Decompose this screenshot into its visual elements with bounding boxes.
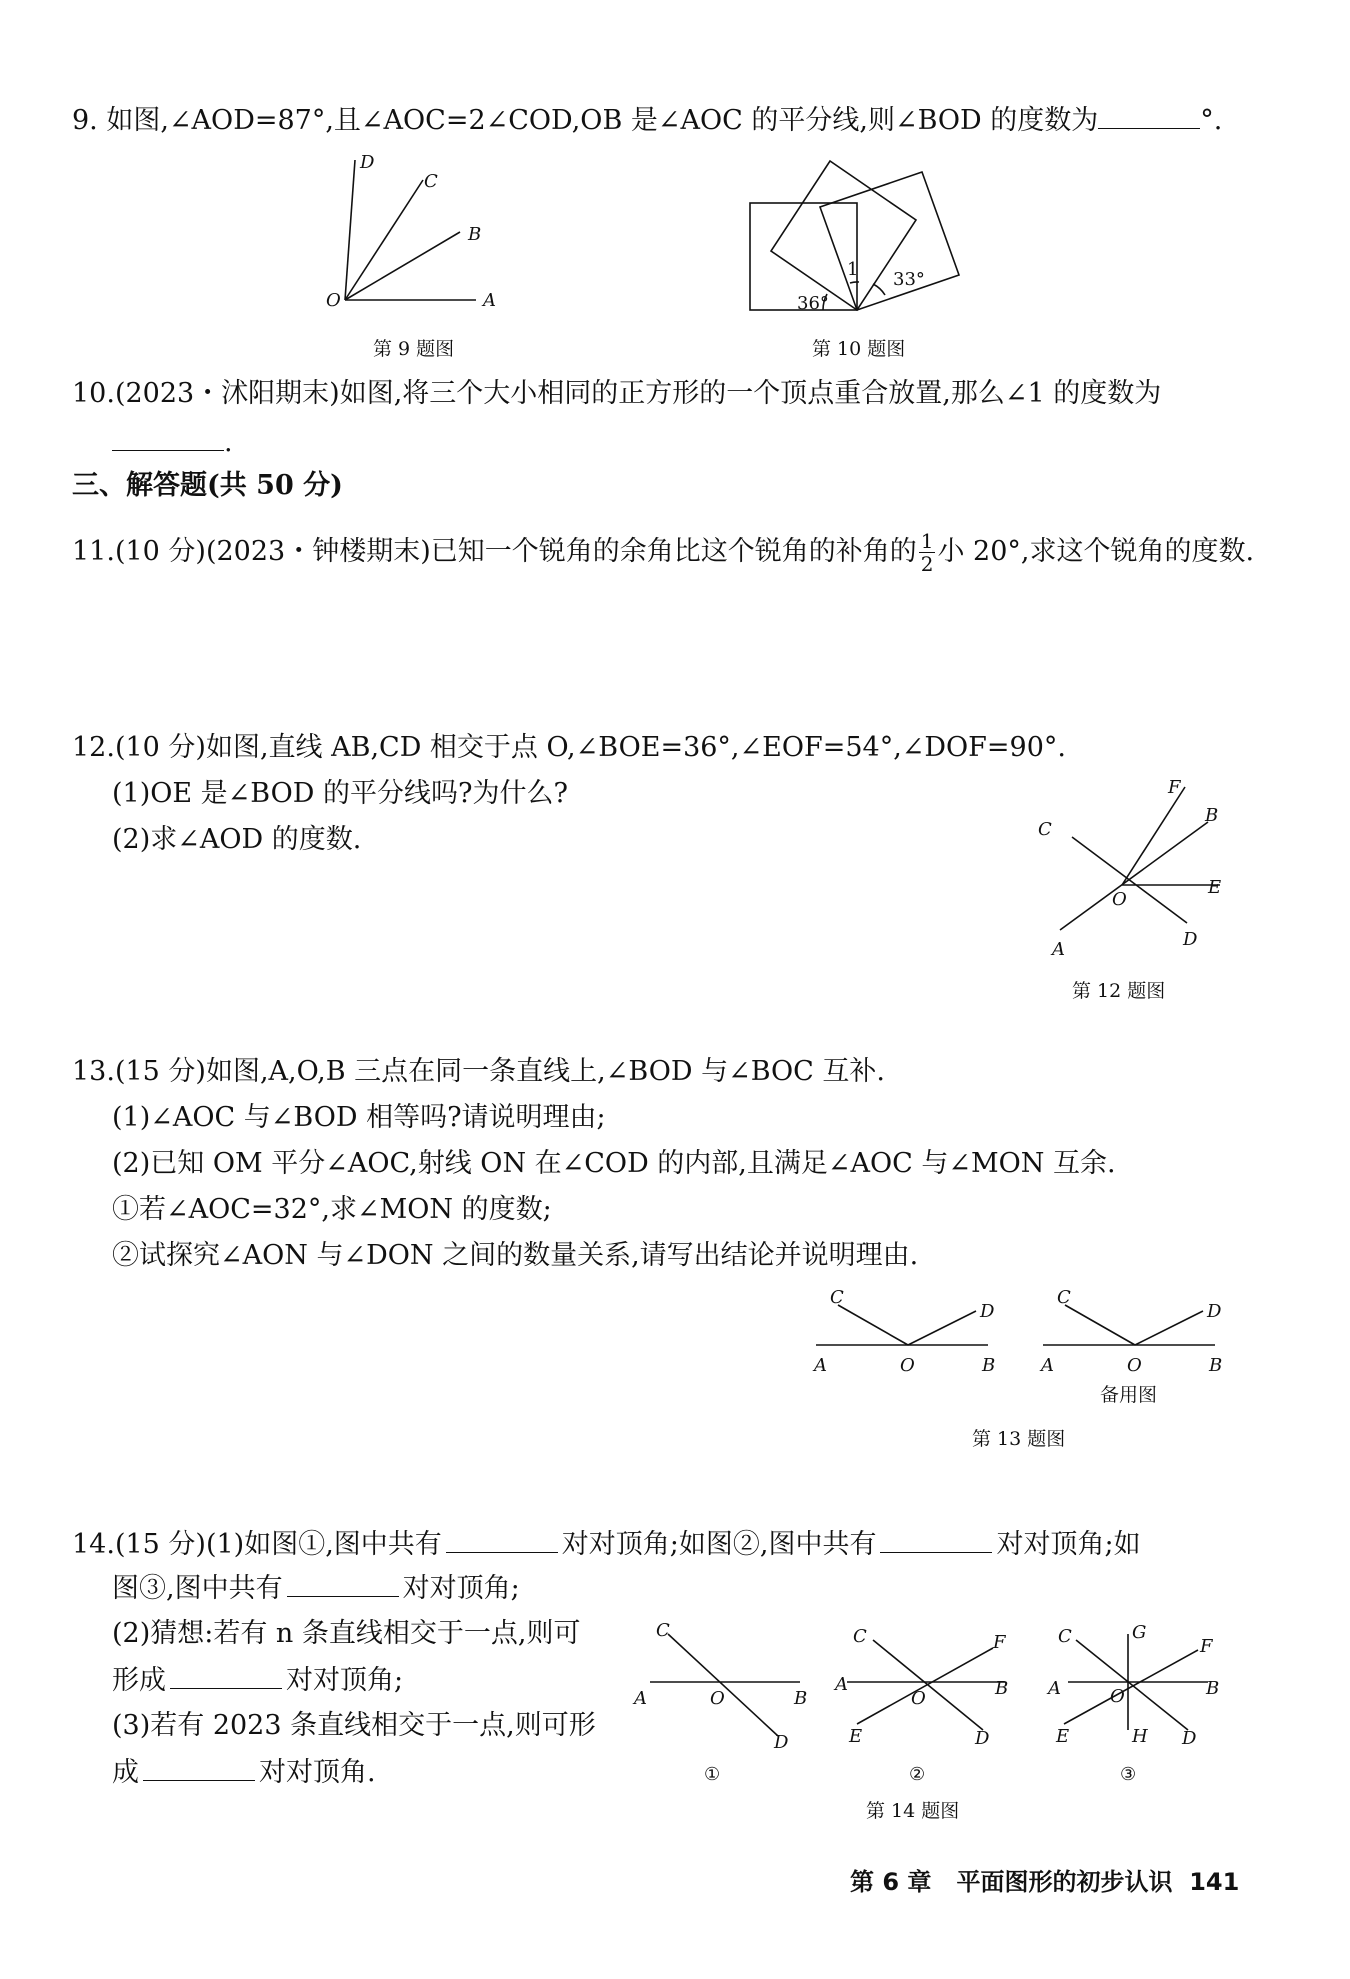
q12-text: 12.(10 分)如图,直线 AB,CD 相交于点 O,∠BOE=36°,∠EOF=54°,∠DOF=90°.: [72, 732, 1066, 763]
footer-title: 平面图形的初步认识: [956, 1868, 1173, 1896]
q14-line2: 图③,图中共有 对对顶角;: [112, 1570, 520, 1607]
q13-sub1: ①若∠AOC=32°,求∠MON 的度数;: [112, 1194, 552, 1225]
q14-caption: 第 14 题图: [866, 1800, 960, 1822]
q14-fig1-label-o: O: [710, 1688, 725, 1709]
q14-fig3-label-b: B: [1206, 1678, 1220, 1699]
q10-figure: [745, 155, 975, 315]
q14-fig3-label-c: C: [1058, 1626, 1072, 1647]
q14-fig3-label-o: O: [1110, 1686, 1125, 1707]
q14-fig1-label-a: A: [634, 1688, 647, 1709]
q10-angle-36: 36°: [797, 293, 829, 314]
q14-part2a: (2)猜想:若有 n 条直线相交于一点,则可: [112, 1618, 581, 1649]
q13-label-d: D: [980, 1301, 995, 1322]
q13-text: 13.(15 分)如图,A,O,B 三点在同一条直线上,∠BOD 与∠BOC 互补.: [72, 1056, 886, 1087]
q14-fig2-label-d: D: [975, 1728, 990, 1749]
q14-fig2-label-e: E: [849, 1726, 863, 1747]
q11-text: 11.(10 分)(2023・钟楼期末)已知一个锐角的余角比这个锐角的补角的 $\frac{1}{2}$ 小 20°,求这个锐角的度数.: [72, 529, 1255, 576]
q13-caption: 第 13 题图: [972, 1428, 1066, 1450]
q14-fig1-label-b: B: [794, 1688, 808, 1709]
q9-text: 9. 如图,∠AOD=87°,且∠AOC=2∠COD,OB 是∠AOC 的平分线,则∠BOD 的度数为 °.: [72, 102, 1222, 139]
q14-fig2-label-f: F: [993, 1632, 1006, 1653]
q14-blank-2023-lines[interactable]: [143, 1754, 255, 1781]
footer-chapter: 第 6 章: [850, 1868, 932, 1896]
footer-page-number: 141: [1189, 1868, 1240, 1896]
section-heading: 三、解答题(共 50 分): [72, 470, 343, 501]
q14-fig3-number: ③: [1120, 1764, 1137, 1785]
q13-part2: (2)已知 OM 平分∠AOC,射线 ON 在∠COD 的内部,且满足∠AOC 与∠MON 互余.: [112, 1148, 1116, 1179]
q10-answer-line: .: [112, 424, 233, 461]
q13-label-b: B: [982, 1355, 996, 1376]
q14-part2b: 形成 对对顶角;: [112, 1662, 403, 1699]
q13-label-a: A: [814, 1355, 827, 1376]
q14-fig2-label-o: O: [911, 1688, 926, 1709]
q9-label-o: O: [326, 290, 341, 311]
page-footer: [850, 1862, 1239, 1897]
q14-blank-fig3[interactable]: [287, 1570, 399, 1597]
q14-part3b: 成 对对顶角.: [112, 1754, 376, 1791]
q13-spare-label-a: A: [1041, 1355, 1054, 1376]
q13-label-o: O: [900, 1355, 915, 1376]
q13-figure-main: [808, 1285, 1008, 1385]
q12-label-c: C: [1038, 819, 1052, 840]
q14-fig2-number: ②: [909, 1764, 926, 1785]
q13-spare-label-b: B: [1209, 1355, 1223, 1376]
q9-label-c: C: [424, 171, 438, 192]
q12-label-a: A: [1052, 939, 1065, 960]
q12-label-d: D: [1183, 929, 1198, 950]
q14-line1: 14.(15 分)(1)如图①,图中共有 对对顶角;如图②,图中共有 对对顶角;如: [72, 1526, 1141, 1563]
q9-label-a: A: [483, 290, 496, 311]
q12-figure: [1030, 775, 1250, 965]
q12-label-e: E: [1208, 877, 1222, 898]
q14-fig3-label-e: E: [1056, 1726, 1070, 1747]
q9-answer-blank[interactable]: [1098, 102, 1200, 129]
q12-label-b: B: [1205, 805, 1219, 826]
q14-blank-n-lines[interactable]: [170, 1662, 282, 1689]
q9-label-b: B: [468, 224, 482, 245]
q14-part3a: (3)若有 2023 条直线相交于一点,则可形: [112, 1710, 596, 1741]
q13-label-c: C: [830, 1287, 844, 1308]
q10-text: 10.(2023・沭阳期末)如图,将三个大小相同的正方形的一个顶点重合放置,那么∠1 的度数为: [72, 378, 1162, 409]
q14-fig1-label-c: C: [656, 1620, 670, 1641]
q14-figure-3: [1040, 1620, 1240, 1790]
q14-fig1-number: ①: [704, 1764, 721, 1785]
q14-fig3-label-g: G: [1132, 1622, 1147, 1643]
q13-spare-label: 备用图: [1100, 1384, 1158, 1406]
q14-fig2-label-a: A: [835, 1674, 848, 1695]
q14-blank-fig1[interactable]: [446, 1526, 558, 1553]
q14-fig1-label-d: D: [774, 1732, 789, 1753]
q13-sub2: ②试探究∠AON 与∠DON 之间的数量关系,请写出结论并说明理由.: [112, 1240, 919, 1271]
q13-figure-spare: [1035, 1285, 1235, 1385]
q14-fig3-label-d: D: [1182, 1728, 1197, 1749]
q14-figure-1: [630, 1620, 820, 1790]
q9-figure: [320, 150, 510, 310]
q12-label-o: O: [1112, 889, 1127, 910]
q12-label-f: F: [1168, 777, 1181, 798]
q14-fig3-label-f: F: [1200, 1636, 1213, 1657]
q12-part1: (1)OE 是∠BOD 的平分线吗?为什么?: [112, 778, 568, 809]
q13-spare-label-c: C: [1057, 1287, 1071, 1308]
q14-fig3-label-h: H: [1132, 1726, 1148, 1747]
q12-caption: 第 12 题图: [1072, 980, 1166, 1002]
q10-caption: 第 10 题图: [812, 338, 906, 360]
q13-spare-label-d: D: [1207, 1301, 1222, 1322]
q11-fraction: $\frac{1}{2}$: [920, 529, 934, 576]
q13-part1: (1)∠AOC 与∠BOD 相等吗?请说明理由;: [112, 1102, 606, 1133]
q9-label-d: D: [360, 152, 375, 173]
q9-caption: 第 9 题图: [373, 338, 455, 360]
q10-answer-blank[interactable]: [112, 424, 224, 451]
q13-spare-label-o: O: [1127, 1355, 1142, 1376]
q14-blank-fig2[interactable]: [880, 1526, 992, 1553]
q10-angle-1: 1: [847, 259, 859, 280]
q14-figure-2: [835, 1620, 1035, 1790]
q14-fig3-label-a: A: [1048, 1678, 1061, 1699]
q10-angle-33: 33°: [893, 269, 925, 290]
q14-fig2-label-c: C: [853, 1626, 867, 1647]
q12-part2: (2)求∠AOD 的度数.: [112, 824, 362, 855]
q14-fig2-label-b: B: [995, 1678, 1009, 1699]
